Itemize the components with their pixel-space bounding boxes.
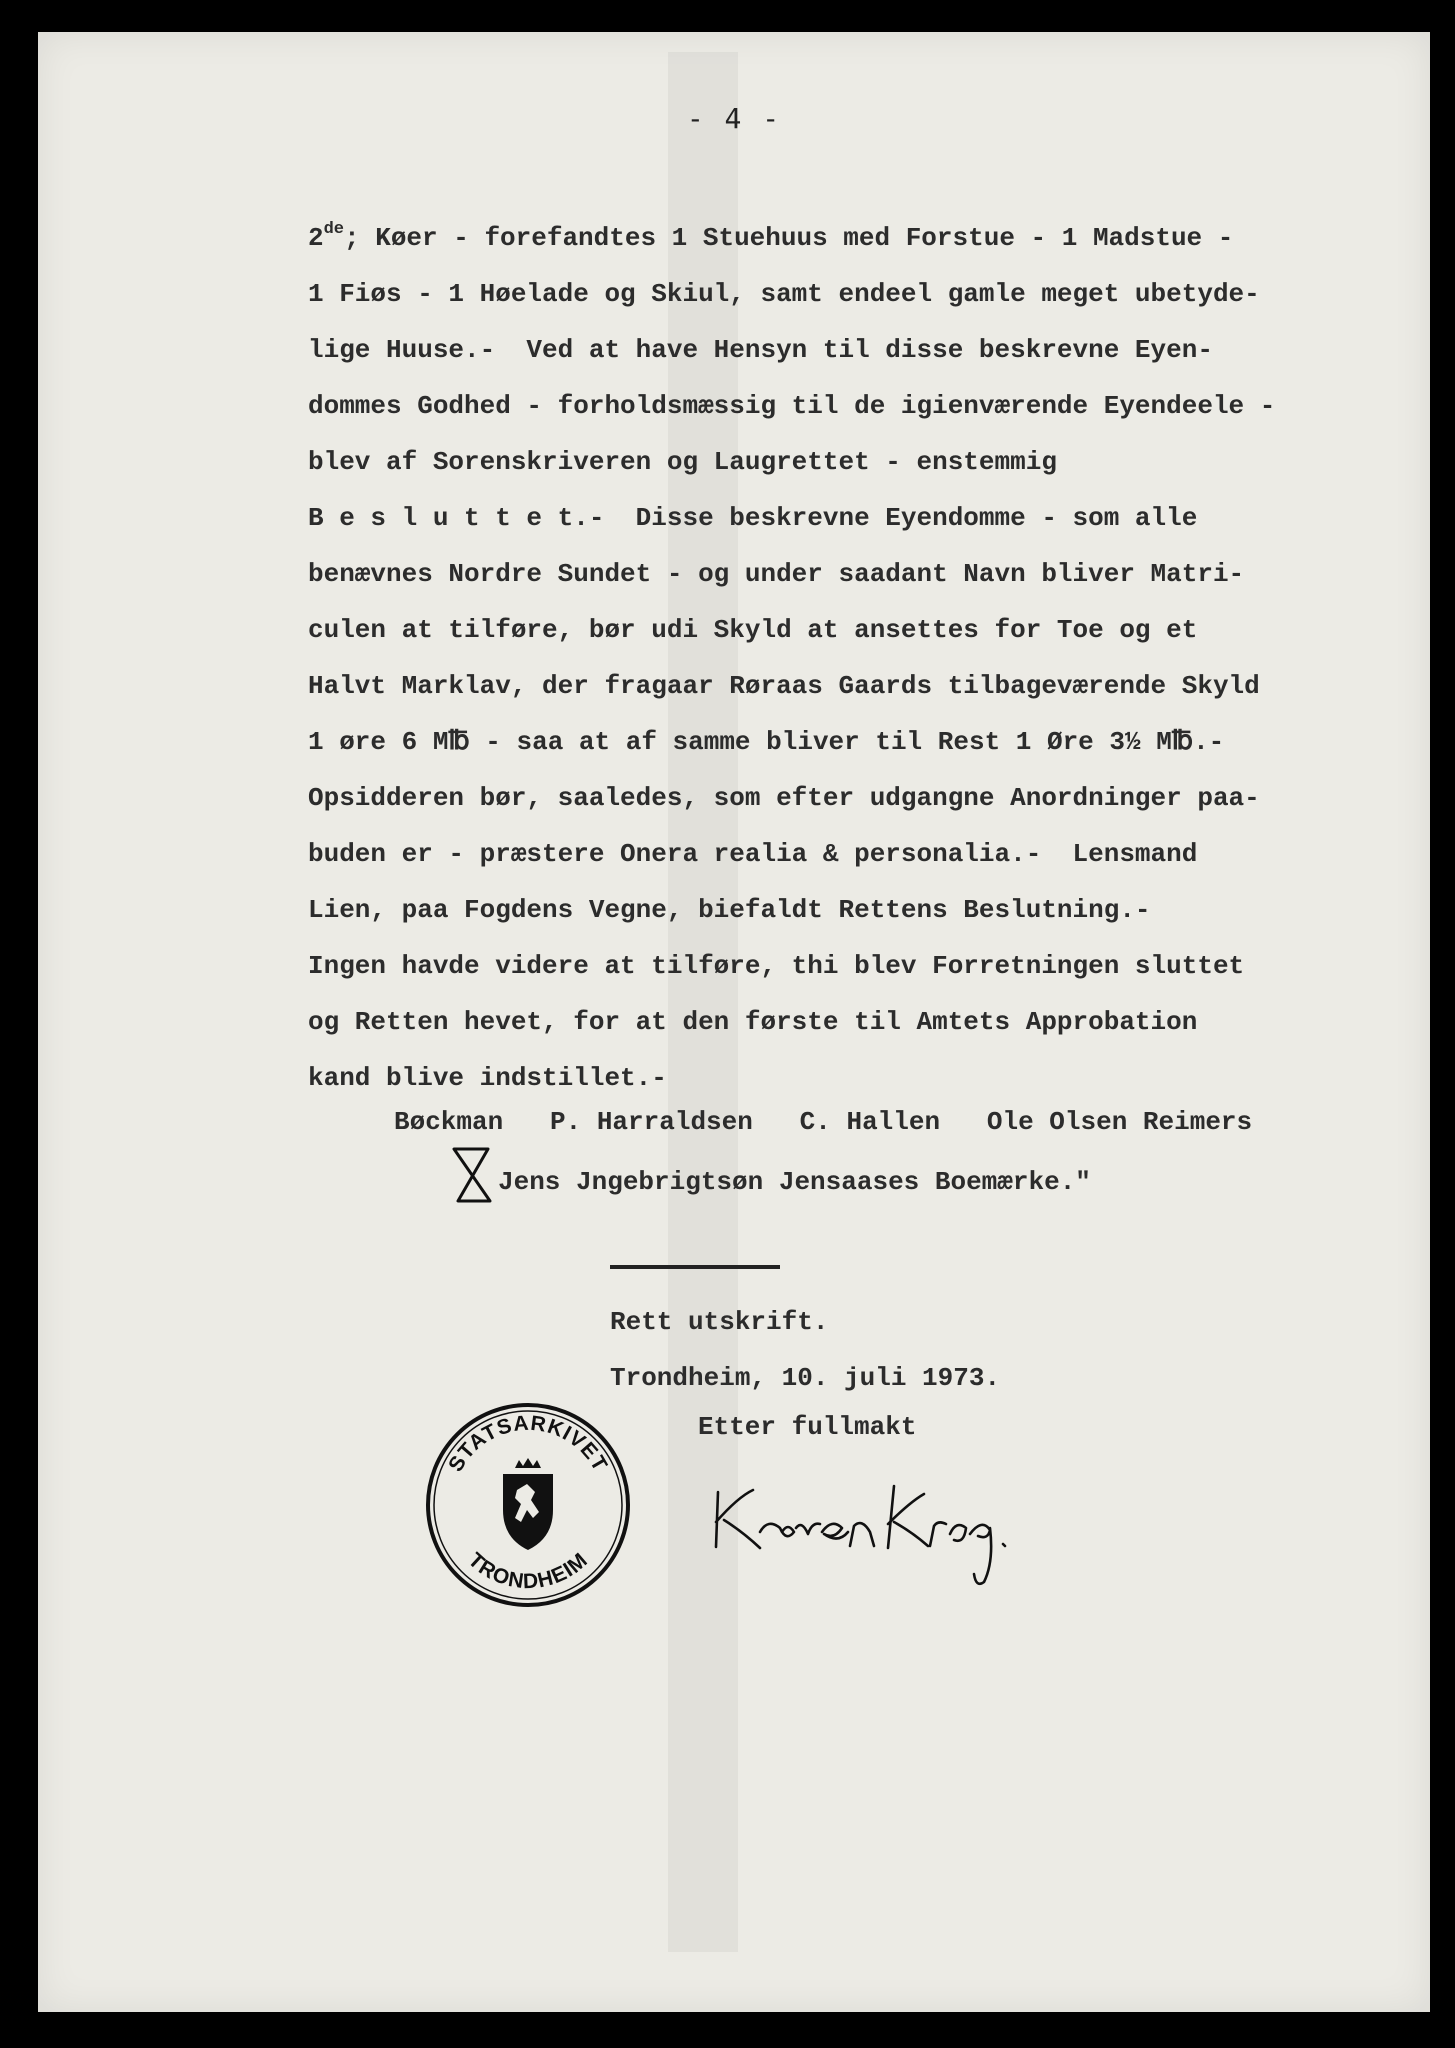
svg-text:TRONDHEIM [464,1548,593,1593]
stamp-bottom-text: TRONDHEIM [463,1548,593,1594]
authority-line: Etter fullmakt [698,1412,917,1442]
document-page [38,32,1430,2012]
body-line: 1 øre 6 M℔ - saa at af samme bliver til Rest 1 Øre 3½ M℔.- [308,727,1225,757]
body-line-first [308,202,1368,266]
document-body [308,202,1368,1106]
certification-title: Rett utskrift. [610,1307,829,1337]
certification-block [610,1294,1000,1406]
handwritten-signature [698,1462,1018,1592]
ordinal-number: 2 [308,223,324,253]
body-line: Lien, paa Fogdens Vegne, biefaldt Rettens Beslutning.- [308,895,1151,925]
body-line: buden er - præstere Onera realia & personalia.- Lensmand [308,839,1198,869]
house-mark-icon [446,1143,496,1207]
body-line: dommes Godhed - forholdsmæssig til de igienværende Eyendeele - [308,391,1276,421]
body-line: og Retten hevet, for at den første til Amtets Approbation [308,1007,1198,1037]
body-line: kand blive indstillet.- [308,1063,667,1093]
boemerke-text: Jens Jngebrigtsøn Jensaases Boemærke." [498,1167,1091,1197]
boemerke-line [498,1167,1091,1197]
body-line: culen at tilføre, bør udi Skyld at ansettes for Toe og et [308,615,1198,645]
body-line: benævnes Nordre Sundet - og under saadant Navn bliver Matri- [308,559,1245,589]
page-number: - 4 - [686,102,782,135]
body-line: lige Huuse.- Ved at have Hensyn til disse beskrevne Eyen- [308,335,1213,365]
certification-place-date: Trondheim, 10. juli 1973. [610,1363,1001,1393]
archive-stamp [423,1400,633,1610]
body-line: Halvt Marklav, der fragaar Røraas Gaards tilbageværende Skyld [308,671,1260,701]
divider-rule [610,1265,780,1269]
body-line: Opsidderen bør, saaledes, som efter udgangne Anordninger paa- [308,783,1260,813]
body-line-first-text: ; Køer - forefandtes 1 Stuehuus med Forstue - 1 Madstue - [344,223,1234,253]
signatories-line: Bøckman P. Harraldsen C. Hallen Ole Olsen Reimers [394,1107,1253,1137]
body-line: 1 Fiøs - 1 Høelade og Skiul, samt endeel gamle meget ubetyde- [308,279,1260,309]
ordinal-suffix: de [323,220,345,239]
stamp-top-text: STATSARKIVET [444,1411,612,1476]
body-line: Ingen havde videre at tilføre, thi blev Forretningen sluttet [308,951,1245,981]
body-line: blev af Sorenskriveren og Laugrettet - enstemmig [308,447,1057,477]
coat-of-arms-icon [503,1458,553,1550]
body-line: B e s l u t t e t.- Disse beskrevne Eyendomme - som alle [308,503,1198,533]
